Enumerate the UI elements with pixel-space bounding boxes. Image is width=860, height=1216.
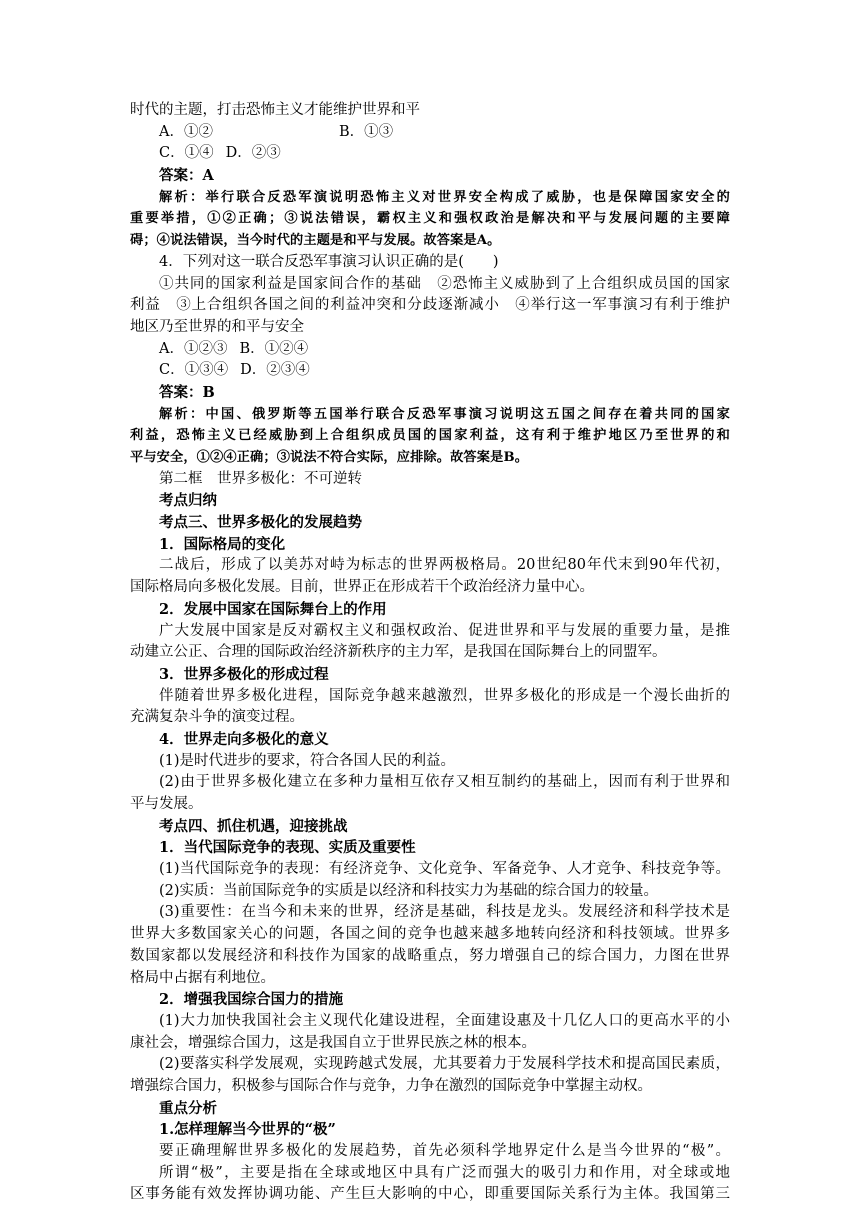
body-text: 国际格局向多极化发展。目前，世界正在形成若干个政治经济力量中心。 bbox=[130, 579, 594, 596]
question-text: ①共同的国家利益是国家间合作的基础 ②恐怖主义威胁到了上合组织成员国的国家 bbox=[159, 275, 730, 292]
option-c: C．①③④ bbox=[159, 362, 229, 379]
section-heading: 重点分析 bbox=[159, 1099, 217, 1117]
body-text: 动建立公正、合理的国际政治经济新秩序的主力军，是我国在国际舞台上的同盟军。 bbox=[130, 644, 667, 661]
analysis-text: 重要举措，①②正确；③说法错误，霸权主义和强权政治是解决和平与发展问题的主要障 bbox=[130, 211, 730, 227]
option-b: B．①③ bbox=[339, 123, 394, 140]
subheading: 2．发展中国家在国际舞台上的作用 bbox=[159, 600, 387, 618]
option-a: A．①② bbox=[159, 123, 213, 140]
document-page bbox=[130, 100, 730, 1206]
body-text: 平与发展。 bbox=[130, 796, 203, 812]
body-text: 格局中占据有利地位。 bbox=[130, 969, 275, 986]
analysis-text: 解析：中国、俄罗斯等五国举行联合反恐军事演习说明这五国之间存在着共同的国家 bbox=[159, 406, 730, 422]
body-text: (2)实质：当前国际竞争的实质是以经济和科技实力为基础的综合国力的较量。 bbox=[159, 882, 659, 899]
body-text: (3)重要性：在当今和未来的世界，经济是基础，科技是龙头。发展经济和科学技术是 bbox=[159, 904, 730, 921]
text-line: 时代的主题，打击恐怖主义才能维护世界和平 bbox=[130, 102, 420, 118]
subheading: 4．世界走向多极化的意义 bbox=[159, 730, 329, 748]
body-text: 充满复杂斗争的演变过程。 bbox=[130, 709, 304, 726]
section-title: 第二框 世界多极化：不可逆转 bbox=[159, 470, 362, 487]
option-row bbox=[130, 122, 730, 144]
body-text: (2)要落实科学发展观，实现跨越式发展，尤其要着力于发展科学技术和提高国民素质， bbox=[159, 1056, 730, 1073]
body-text: (1)是时代进步的要求，符合各国人民的利益。 bbox=[159, 752, 456, 769]
subheading: 2．增强我国综合国力的措施 bbox=[159, 991, 344, 1009]
body-text: 增强综合国力，积极参与国际合作与竞争，力争在激烈的国际竞争中掌握主动权。 bbox=[130, 1077, 652, 1094]
body-text: 区事务能有效发挥协调功能、产生巨大影响的中心，即重要国际关系行为主体。我国第三 bbox=[130, 1186, 730, 1203]
answer-label: 答案：B bbox=[159, 383, 215, 401]
analysis-text: 平与安全，①②④正确；③说法不符合实际，应排除。故答案是B。 bbox=[130, 450, 529, 465]
option-b: B．①②④ bbox=[239, 340, 309, 357]
body-text: 数国家都以发展经济和科技作为国家的战略重点，努力增强自己的综合国力，力图在世界 bbox=[130, 947, 730, 964]
question-text: 4．下列对这一联合反恐军事演习认识正确的是( ) bbox=[159, 253, 499, 270]
analysis-text: 碍；④说法错误，当今时代的主题是和平与发展。故答案是A。 bbox=[130, 233, 501, 249]
body-text: 广大发展中国家是反对霸权主义和强权政治、促进世界和平与发展的重要力量，是推 bbox=[159, 622, 730, 639]
option-c: C．①④ bbox=[159, 145, 214, 162]
analysis-text: 利益，恐怖主义已经威胁到上合组织成员国的国家利益，这有利于维护地区乃至世界的和 bbox=[130, 428, 730, 444]
question-text: 利益 ③上合组织各国之间的利益冲突和分歧逐渐减小 ④举行这一军事演习有利于维护 bbox=[130, 297, 730, 314]
analysis-text: 解析：举行联合反恐军演说明恐怖主义对世界安全构成了威胁，也是保障国家安全的 bbox=[159, 189, 730, 205]
option-d: D．②③④ bbox=[240, 362, 310, 379]
section-heading: 考点四、抓住机遇，迎接挑战 bbox=[159, 817, 348, 835]
option-row bbox=[130, 143, 730, 165]
body-text: 要正确理解世界多极化的发展趋势，首先必须科学地界定什么是当今世界的“极”。 bbox=[159, 1143, 730, 1159]
body-text: (2)由于世界多极化建立在多种力量相互依存又相互制约的基础上，因而有利于世界和 bbox=[159, 774, 730, 791]
answer-label: 答案：A bbox=[159, 167, 214, 185]
body-text: 所谓“极”，主要是指在全球或地区中具有广泛而强大的吸引力和作用，对全球或地 bbox=[159, 1164, 730, 1181]
option-a: A．①②③ bbox=[159, 340, 228, 357]
subheading: 1．当代国际竞争的表现、实质及重要性 bbox=[159, 839, 416, 857]
body-text: (1)当代国际竞争的表现：有经济竞争、文化竞争、军备竞争、人才竞争、科技竞争等。 bbox=[159, 861, 730, 878]
body-text: 伴随着世界多极化进程，国际竞争越来越激烈，世界多极化的形成是一个漫长曲折的 bbox=[159, 687, 730, 704]
option-row bbox=[130, 339, 730, 361]
body-text: (1)大力加快我国社会主义现代化建设进程，全面建设惠及十几亿人口的更高水平的小 bbox=[159, 1012, 730, 1029]
section-heading: 考点三、世界多极化的发展趋势 bbox=[159, 514, 362, 532]
subheading: 1.怎样理解当今世界的“极” bbox=[159, 1121, 336, 1139]
body-text: 二战后，形成了以美苏对峙为标志的世界两极格局。20世纪80年代末到90年代初， bbox=[159, 557, 730, 574]
subheading: 1．国际格局的变化 bbox=[159, 535, 286, 553]
section-heading: 考点归纳 bbox=[159, 492, 217, 510]
body-text: 康社会，增强综合国力，这是我国自立于世界民族之林的根本。 bbox=[130, 1034, 536, 1051]
option-row bbox=[130, 360, 730, 382]
option-d: D．②③ bbox=[225, 145, 281, 162]
body-text: 世界大多数国家关心的问题，各国之间的竞争也越来越多地转向经济和科技领域。世界多 bbox=[130, 926, 730, 943]
question-text: 地区乃至世界的和平与安全 bbox=[130, 318, 304, 335]
subheading: 3．世界多极化的形成过程 bbox=[159, 665, 329, 683]
